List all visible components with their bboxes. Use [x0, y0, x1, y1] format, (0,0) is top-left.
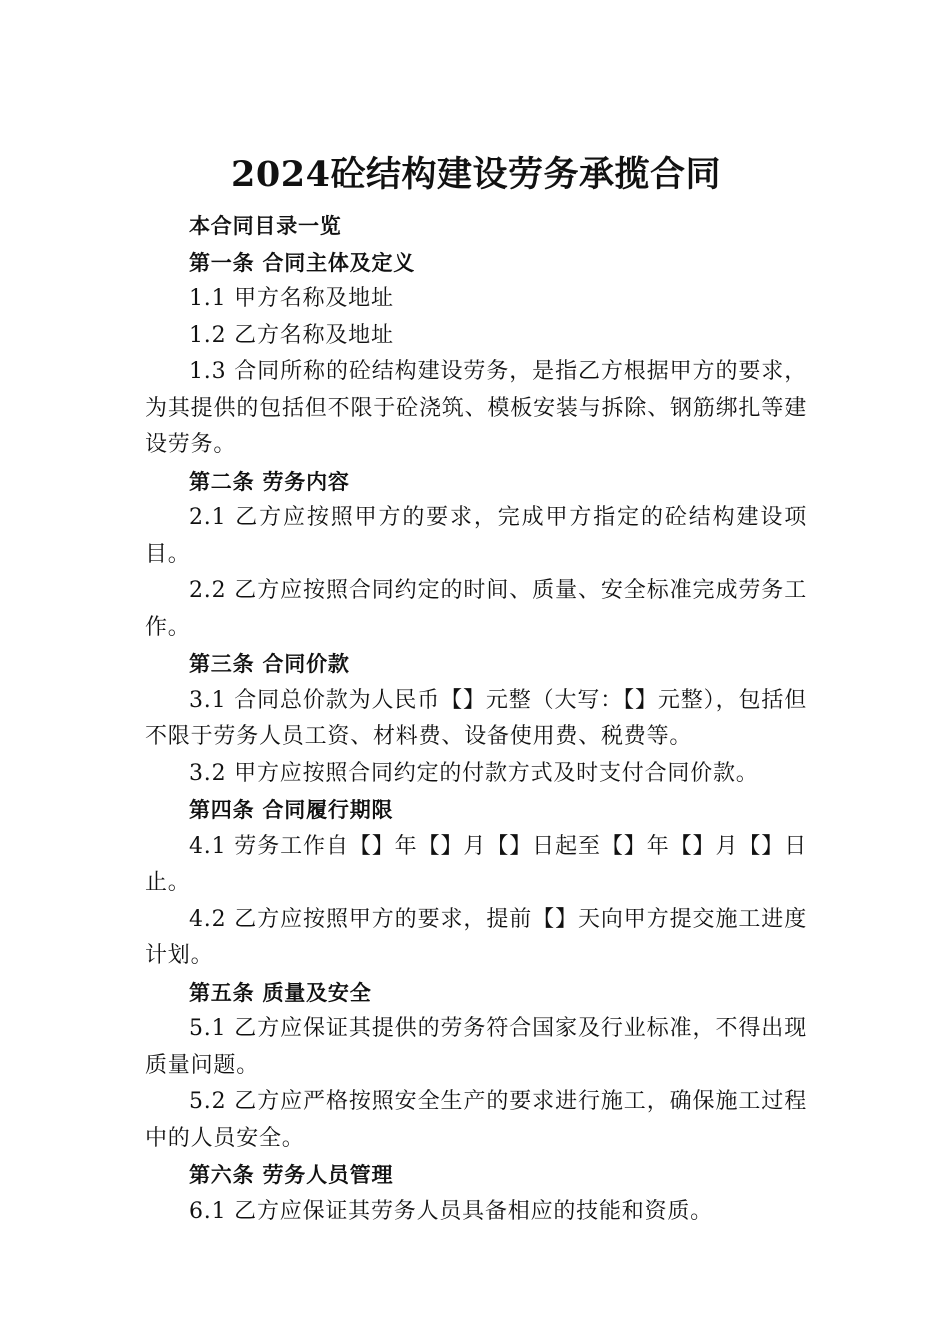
section-heading: 第二条 劳务内容 — [189, 469, 350, 494]
section-heading: 第三条 合同价款 — [189, 652, 350, 676]
section-heading: 第四条 合同履行期限 — [189, 798, 394, 822]
clause: 2.1 乙方应按照甲方的要求，完成甲方指定的砼结构建设项目。 — [145, 505, 807, 567]
section-heading: 第一条 合同主体及定义 — [189, 250, 416, 275]
clause: 6.1 乙方应保证其劳务人员具备相应的技能和资质。 — [189, 1198, 713, 1224]
clause: 4.1 劳务工作自【】年【】月【】日起至【】年【】月【】日止。 — [145, 833, 807, 895]
section-heading: 第五条 质量及安全 — [189, 980, 372, 1005]
clause: 3.1 合同总价款为人民币【】元整（大写：【】元整），包括但不限于劳务人员工资、材料费、设备使用费、税费等。 — [145, 687, 807, 749]
clause: 2.2 乙方应按照合同约定的时间、质量、安全标准完成劳务工作。 — [145, 578, 807, 640]
clause: 1.3 合同所称的砼结构建设劳务，是指乙方根据甲方的要求，为其提供的包括但不限于砼浇筑、模板安装与拆除、钢筋绑扎等建设劳务。 — [145, 359, 807, 457]
clause: 5.1 乙方应保证其提供的劳务符合国家及行业标准，不得出现质量问题。 — [145, 1016, 807, 1078]
document-page — [145, 148, 807, 1230]
section-heading: 第六条 劳务人员管理 — [189, 1163, 394, 1187]
clause: 5.2 乙方应严格按照安全生产的要求进行施工，确保施工过程中的人员安全。 — [145, 1089, 807, 1151]
clause: 3.2 甲方应按照合同约定的付款方式及时支付合同价款。 — [189, 760, 759, 786]
clause: 1.1 甲方名称及地址 — [189, 286, 394, 311]
toc-heading: 本合同目录一览 — [189, 214, 342, 238]
document-title: 2024砼结构建设劳务承揽合同 — [231, 154, 721, 195]
clause: 4.2 乙方应按照甲方的要求，提前【】天向甲方提交施工进度计划。 — [145, 906, 807, 968]
clause: 1.2 乙方名称及地址 — [189, 322, 394, 348]
